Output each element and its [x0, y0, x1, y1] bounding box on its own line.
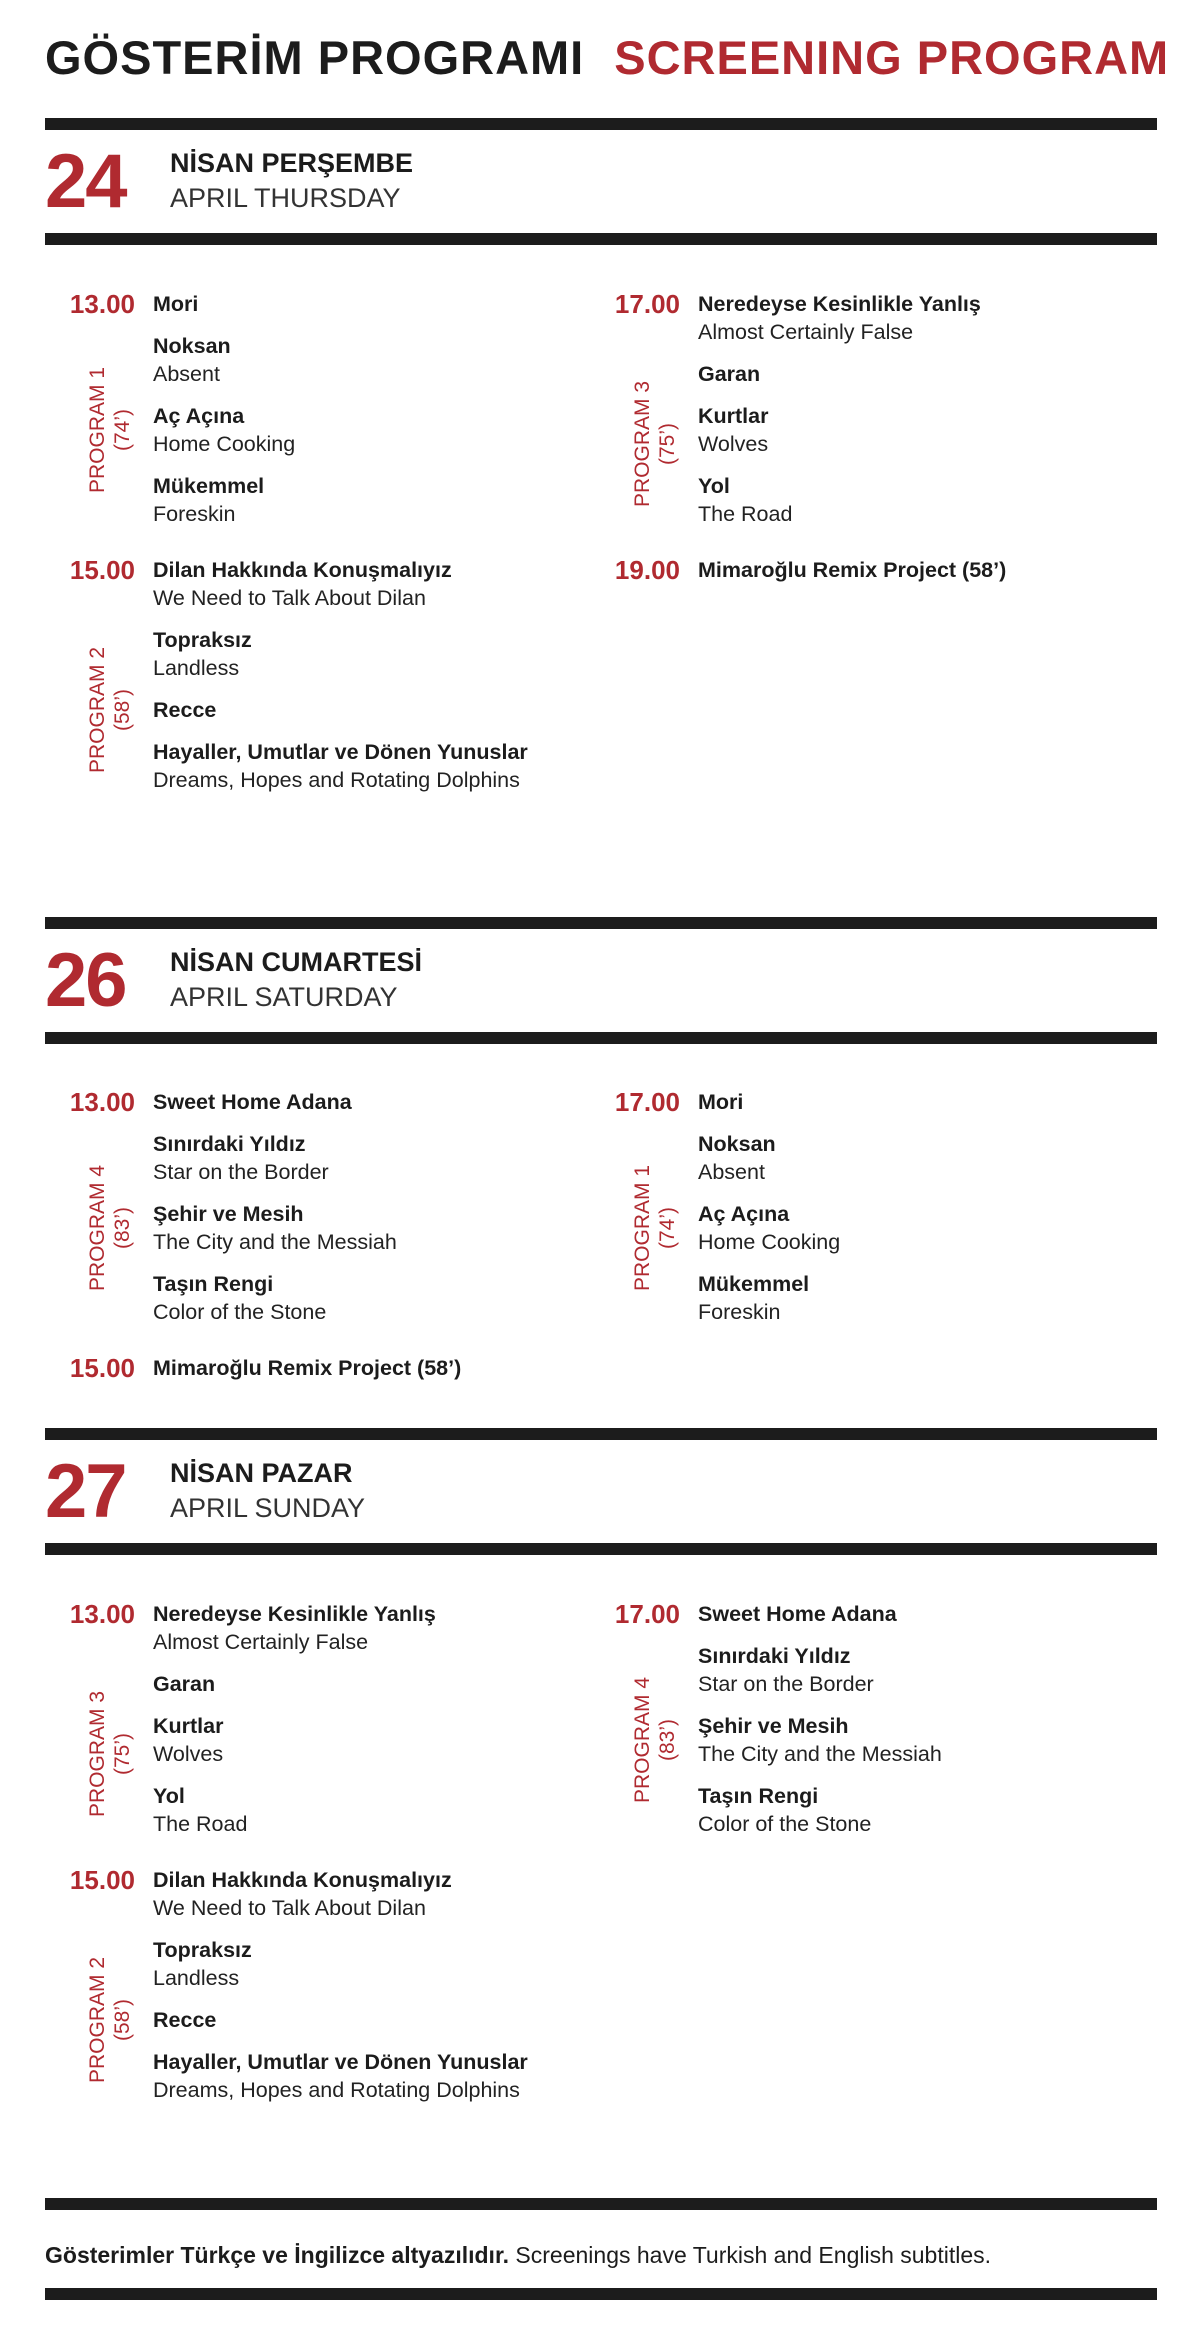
- film-list: [153, 290, 565, 528]
- film-title-turkish: Recce: [153, 2008, 217, 2032]
- film-item: [153, 332, 565, 388]
- film-item: [153, 738, 565, 794]
- program-label-text: [85, 367, 135, 493]
- screening-slot: [590, 1600, 1110, 1838]
- program-label-text: [85, 1691, 135, 1817]
- day-number: 24: [45, 139, 126, 224]
- day-27-left-column: [45, 1600, 565, 2132]
- film-title-turkish: Taşın Rengi: [153, 1272, 274, 1296]
- divider: [45, 118, 1157, 130]
- divider: [45, 2288, 1157, 2300]
- program-duration: (75’): [656, 423, 679, 466]
- subtitle-note: [45, 2242, 1157, 2269]
- screening-slot: [45, 1866, 565, 2104]
- subtitle-note-english: Screenings have Turkish and English subtitles.: [515, 2242, 992, 2268]
- screening-slot: [45, 1088, 565, 1326]
- film-item: [698, 360, 1110, 388]
- film-title-english: Home Cooking: [153, 432, 296, 456]
- film-item: [153, 1600, 565, 1656]
- day-name-english: APRIL SATURDAY: [170, 982, 398, 1012]
- film-title-english: We Need to Talk About Dilan: [153, 1896, 426, 1920]
- film-item: [153, 1670, 565, 1698]
- film-list: [153, 556, 565, 794]
- day-name-turkish: NİSAN PERŞEMBE: [170, 148, 414, 178]
- program-label-text: [630, 1677, 680, 1803]
- film-item: [153, 1782, 565, 1838]
- screening-slot: [590, 1088, 1110, 1326]
- program-duration: (74’): [111, 409, 134, 452]
- film-title-turkish: Sweet Home Adana: [698, 1602, 897, 1626]
- program-name: PROGRAM 3: [86, 1690, 109, 1818]
- film-title-turkish: Mükemmel: [698, 1272, 810, 1296]
- film-item: [153, 472, 565, 528]
- day-26-left-column: [45, 1088, 565, 1410]
- program-name: PROGRAM 2: [86, 1956, 109, 2084]
- film-item: [153, 1270, 565, 1326]
- film-title-english: Color of the Stone: [698, 1812, 872, 1836]
- film-title-english: Absent: [698, 1160, 765, 1184]
- title-turkish: GÖSTERİM PROGRAMI: [45, 31, 585, 84]
- divider: [45, 917, 1157, 929]
- screening-time: 13.00: [69, 289, 135, 319]
- film-title-turkish: Mükemmel: [153, 474, 265, 498]
- film-title-turkish: Yol: [153, 1784, 185, 1808]
- program-label: [80, 1670, 140, 1838]
- film-item: [698, 1782, 1110, 1838]
- film-title-english: Dreams, Hopes and Rotating Dolphins: [153, 768, 520, 792]
- program-duration: (83’): [656, 1719, 679, 1762]
- film-title-english: Almost Certainly False: [698, 320, 914, 344]
- screening-slot: [45, 290, 565, 528]
- film-list: [153, 1088, 565, 1326]
- program-duration: (83’): [111, 1207, 134, 1250]
- film-item: [698, 1130, 1110, 1186]
- film-item: [153, 1866, 565, 1922]
- film-title-english: The City and the Messiah: [153, 1230, 397, 1254]
- film-item: [153, 402, 565, 458]
- film-title-english: The Road: [153, 1812, 248, 1836]
- film-list: [698, 1600, 1110, 1838]
- film-title-turkish: Aç Açına: [153, 404, 245, 428]
- film-title-turkish: Neredeyse Kesinlikle Yanlış: [153, 1602, 436, 1626]
- program-label: [80, 626, 140, 794]
- film-title-turkish: Mori: [698, 1090, 744, 1114]
- program-duration: (58’): [111, 689, 134, 732]
- film-title-english: Home Cooking: [698, 1230, 841, 1254]
- film-title-english: The City and the Messiah: [698, 1742, 942, 1766]
- film-item: [153, 1088, 565, 1116]
- screening-time: 15.00: [69, 1865, 135, 1895]
- film-item: [153, 1200, 565, 1256]
- day-name-english: APRIL THURSDAY: [170, 183, 401, 213]
- film-item: [698, 472, 1110, 528]
- program-label: [625, 1642, 685, 1838]
- film-title-english: We Need to Talk About Dilan: [153, 586, 426, 610]
- divider: [45, 1428, 1157, 1440]
- program-name: PROGRAM 1: [631, 1164, 654, 1292]
- film-title-english: Landless: [153, 1966, 240, 1990]
- program-label-text: [630, 1165, 680, 1291]
- day-name-english: APRIL SUNDAY: [170, 1493, 366, 1523]
- program-duration: (74’): [656, 1207, 679, 1250]
- film-title-turkish: Mimaroğlu Remix Project (58’): [698, 558, 1007, 582]
- film-title-turkish: Recce: [153, 698, 217, 722]
- film-item: [153, 1130, 565, 1186]
- program-name: PROGRAM 2: [86, 646, 109, 774]
- program-label-text: [85, 647, 135, 773]
- program-label-text: [630, 381, 680, 507]
- film-list: [698, 556, 1110, 584]
- program-label: [80, 1130, 140, 1326]
- film-item: [153, 556, 565, 612]
- film-item: [698, 290, 1110, 346]
- film-title-turkish: Dilan Hakkında Konuşmalıyız: [153, 558, 452, 582]
- film-title-turkish: Hayaller, Umutlar ve Dönen Yunuslar: [153, 2050, 528, 2074]
- film-title-turkish: Aç Açına: [698, 1202, 790, 1226]
- divider: [45, 233, 1157, 245]
- film-title-turkish: Noksan: [153, 334, 231, 358]
- screening-time: 13.00: [69, 1599, 135, 1629]
- program-label: [80, 1936, 140, 2104]
- film-title-english: Foreskin: [153, 502, 236, 526]
- program-name: PROGRAM 4: [86, 1164, 109, 1292]
- film-item: [153, 1936, 565, 1992]
- film-item: [698, 1600, 1110, 1628]
- film-item: [153, 1354, 565, 1382]
- screening-time: 15.00: [69, 555, 135, 585]
- screening-time: 13.00: [69, 1087, 135, 1117]
- film-title-turkish: Hayaller, Umutlar ve Dönen Yunuslar: [153, 740, 528, 764]
- divider: [45, 2198, 1157, 2210]
- film-item: [698, 1712, 1110, 1768]
- program-label: [625, 360, 685, 528]
- screening-slot: [590, 290, 1110, 528]
- film-title-turkish: Kurtlar: [698, 404, 769, 428]
- day-24-right-column: [590, 290, 1110, 612]
- day-number: 27: [45, 1449, 126, 1534]
- screening-slot: [590, 556, 1110, 584]
- title-english: SCREENING PROGRAM: [614, 31, 1170, 84]
- day-name-turkish: NİSAN PAZAR: [170, 1458, 353, 1488]
- program-name: PROGRAM 1: [86, 366, 109, 494]
- film-title-english: Wolves: [698, 432, 769, 456]
- day-24-left-column: [45, 290, 565, 822]
- screening-slot: [45, 1600, 565, 1838]
- film-title-turkish: Şehir ve Mesih: [698, 1714, 849, 1738]
- film-title-turkish: Topraksız: [153, 1938, 252, 1962]
- program-label: [625, 1130, 685, 1326]
- film-item: [698, 1270, 1110, 1326]
- film-title-turkish: Sınırdaki Yıldız: [153, 1132, 306, 1156]
- film-title-english: Almost Certainly False: [153, 1630, 369, 1654]
- program-name: PROGRAM 4: [631, 1676, 654, 1804]
- film-item: [153, 290, 565, 318]
- screening-slot: [45, 556, 565, 794]
- film-title-turkish: Topraksız: [153, 628, 252, 652]
- film-title-english: Wolves: [153, 1742, 224, 1766]
- film-list: [153, 1600, 565, 1838]
- film-title-turkish: Kurtlar: [153, 1714, 224, 1738]
- film-title-english: Dreams, Hopes and Rotating Dolphins: [153, 2078, 520, 2102]
- program-label-text: [85, 1957, 135, 2083]
- film-title-english: The Road: [698, 502, 793, 526]
- film-title-english: Star on the Border: [698, 1672, 874, 1696]
- day-27-right-column: [590, 1600, 1110, 1866]
- film-title-english: Star on the Border: [153, 1160, 329, 1184]
- film-title-turkish: Garan: [698, 362, 761, 386]
- day-name-turkish: NİSAN CUMARTESİ: [170, 947, 423, 977]
- film-item: [153, 1712, 565, 1768]
- film-title-turkish: Sınırdaki Yıldız: [698, 1644, 851, 1668]
- program-label-text: [85, 1165, 135, 1291]
- film-item: [698, 1642, 1110, 1698]
- day-number: 26: [45, 938, 126, 1023]
- page-title: [45, 30, 1170, 85]
- film-list: [153, 1354, 565, 1382]
- film-title-turkish: Mimaroğlu Remix Project (58’): [153, 1356, 462, 1380]
- film-item: [698, 1200, 1110, 1256]
- divider: [45, 1032, 1157, 1044]
- film-item: [153, 2006, 565, 2034]
- day-26-right-column: [590, 1088, 1110, 1354]
- screening-slot: [45, 1354, 565, 1382]
- screening-time: 15.00: [69, 1353, 135, 1383]
- film-list: [698, 1088, 1110, 1326]
- screening-time: 17.00: [614, 289, 680, 319]
- film-title-turkish: Şehir ve Mesih: [153, 1202, 304, 1226]
- film-item: [153, 626, 565, 682]
- film-item: [153, 2048, 565, 2104]
- film-title-turkish: Yol: [698, 474, 730, 498]
- screening-time: 19.00: [614, 555, 680, 585]
- film-title-english: Absent: [153, 362, 220, 386]
- program-label: [80, 332, 140, 528]
- subtitle-note-turkish: Gösterimler Türkçe ve İngilizce altyazılıdır.: [45, 2242, 510, 2268]
- film-list: [698, 290, 1110, 528]
- film-item: [698, 1088, 1110, 1116]
- program-duration: (58’): [111, 1999, 134, 2042]
- screening-time: 17.00: [614, 1087, 680, 1117]
- film-title-turkish: Taşın Rengi: [698, 1784, 819, 1808]
- film-title-turkish: Mori: [153, 292, 199, 316]
- film-title-turkish: Noksan: [698, 1132, 776, 1156]
- film-title-turkish: Garan: [153, 1672, 216, 1696]
- film-title-turkish: Sweet Home Adana: [153, 1090, 352, 1114]
- screening-time: 17.00: [614, 1599, 680, 1629]
- film-item: [698, 402, 1110, 458]
- film-title-turkish: Dilan Hakkında Konuşmalıyız: [153, 1868, 452, 1892]
- film-list: [153, 1866, 565, 2104]
- film-title-turkish: Neredeyse Kesinlikle Yanlış: [698, 292, 981, 316]
- film-item: [698, 556, 1110, 584]
- film-title-english: Foreskin: [698, 1300, 781, 1324]
- film-title-english: Landless: [153, 656, 240, 680]
- divider: [45, 1543, 1157, 1555]
- program-name: PROGRAM 3: [631, 380, 654, 508]
- program-duration: (75’): [111, 1733, 134, 1776]
- film-item: [153, 696, 565, 724]
- film-title-english: Color of the Stone: [153, 1300, 327, 1324]
